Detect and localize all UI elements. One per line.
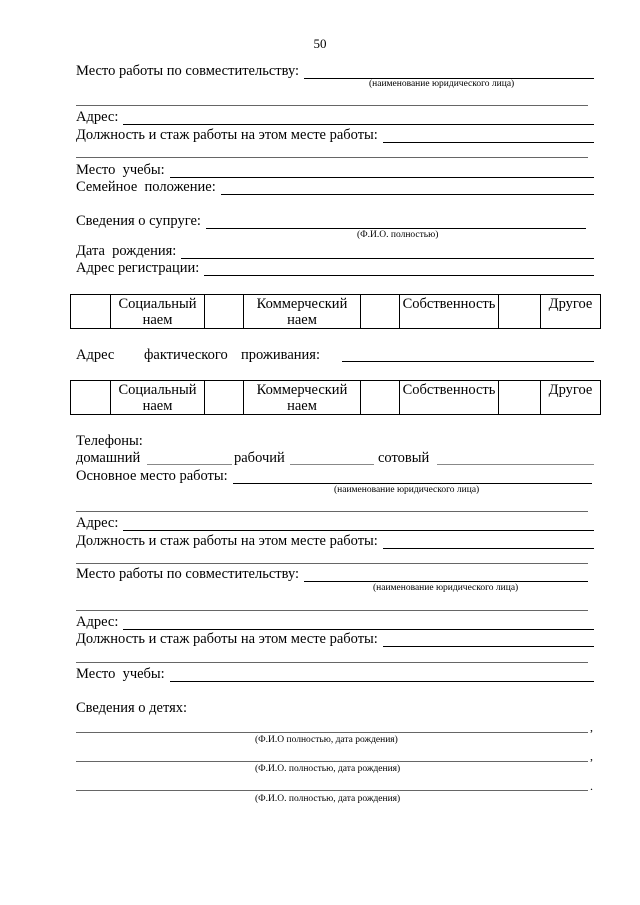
- secondary-job-label: Место работы по совместительству:: [76, 63, 300, 79]
- child-1-field[interactable]: [76, 732, 588, 733]
- phone-mobile-field[interactable]: [437, 464, 594, 465]
- housing-checkbox-commercial[interactable]: [205, 295, 244, 329]
- child-3-period: .: [590, 779, 593, 793]
- housing2-checkbox-property[interactable]: [361, 381, 400, 415]
- position-field-3[interactable]: [383, 633, 594, 647]
- housing2-checkbox-commercial[interactable]: [205, 381, 244, 415]
- child-2-hint: (Ф.И.О. полностью, дата рождения): [255, 764, 401, 774]
- study-row-1: [76, 162, 594, 178]
- housing2-label-other: Другое: [541, 381, 601, 415]
- address-field[interactable]: [123, 111, 594, 125]
- birth-date-row: [76, 243, 594, 259]
- child-3-field[interactable]: [76, 790, 588, 791]
- marital-field[interactable]: [221, 181, 594, 195]
- secondary-job-label-2: Место работы по совместительству:: [76, 566, 300, 582]
- housing-checkbox-social[interactable]: [71, 295, 111, 329]
- position-label-3: Должность и стаж работы на этом месте работы:: [76, 631, 378, 647]
- address-field-3[interactable]: [123, 616, 594, 630]
- marital-row: [76, 179, 594, 195]
- child-2-field[interactable]: [76, 761, 588, 762]
- spouse-label: Сведения о супруге:: [76, 213, 201, 229]
- actual-address-word-1: Адрес: [76, 347, 115, 363]
- address-field-2[interactable]: [123, 517, 594, 531]
- housing-label-other: Другое: [541, 295, 601, 329]
- position-field-2[interactable]: [383, 535, 594, 549]
- child-3-hint: (Ф.И.О. полностью, дата рождения): [255, 794, 401, 804]
- position-extra-line-3[interactable]: [76, 662, 588, 663]
- position-extra-line-2[interactable]: [76, 563, 588, 564]
- registration-label: Адрес регистрации:: [76, 260, 200, 276]
- study-label: Место учебы:: [76, 162, 165, 178]
- secondary-job-field-2[interactable]: [304, 568, 588, 582]
- phone-work-field[interactable]: [290, 464, 374, 465]
- child-1-hint: (Ф.И.О полностью, дата рождения): [255, 735, 398, 745]
- registration-row: [76, 260, 594, 276]
- secondary-job-field[interactable]: [304, 65, 594, 79]
- actual-address-row: [76, 347, 596, 363]
- housing2-label-commercial: Коммерческий наем: [244, 381, 361, 415]
- housing2-label-property: Собственность: [400, 381, 499, 415]
- housing2-label-social: Социальный наем: [111, 381, 205, 415]
- phone-work-label: рабочий: [234, 450, 285, 466]
- main-job-hint: (наименование юридического лица): [334, 485, 480, 495]
- actual-housing-table: [70, 380, 601, 415]
- child-1-comma: ,: [590, 720, 593, 734]
- position-row-1: [76, 127, 594, 143]
- housing-checkbox-other[interactable]: [499, 295, 541, 329]
- position-row-3: [76, 631, 594, 647]
- address-label: Адрес:: [76, 109, 119, 125]
- phones-row: [76, 450, 596, 466]
- spouse-field[interactable]: [206, 215, 586, 229]
- phone-home-label: домашний: [76, 450, 141, 466]
- secondary-job-extra-line[interactable]: [76, 105, 588, 106]
- phone-home-field[interactable]: [147, 464, 232, 465]
- main-job-field[interactable]: [233, 470, 592, 484]
- address-row-1: [76, 109, 594, 125]
- actual-address-word-3: проживания:: [241, 347, 320, 363]
- housing-label-commercial: Коммерческий наем: [244, 295, 361, 329]
- marital-label: Семейное положение:: [76, 179, 216, 195]
- address-label-3: Адрес:: [76, 614, 119, 630]
- secondary-job-row: [76, 63, 594, 79]
- secondary-job-extra-line-2[interactable]: [76, 610, 588, 611]
- address-label-2: Адрес:: [76, 515, 119, 531]
- address-row-2: [76, 515, 594, 531]
- phone-mobile-label: сотовый: [378, 450, 430, 466]
- housing2-checkbox-social[interactable]: [71, 381, 111, 415]
- birth-date-label: Дата рождения:: [76, 243, 177, 259]
- secondary-job-row-2: [76, 566, 588, 582]
- position-label-2: Должность и стаж работы на этом месте работы:: [76, 533, 378, 549]
- page-number: 50: [313, 36, 327, 51]
- main-job-extra-line[interactable]: [76, 511, 588, 512]
- actual-address-word-2: фактического: [144, 347, 228, 363]
- housing2-checkbox-other[interactable]: [499, 381, 541, 415]
- address-row-3: [76, 614, 594, 630]
- full-name-hint: (Ф.И.О. полностью): [357, 230, 439, 240]
- phones-label: Телефоны:: [76, 433, 143, 449]
- housing-checkbox-property[interactable]: [361, 295, 400, 329]
- legal-entity-hint: (наименование юридического лица): [369, 79, 515, 89]
- spouse-row: [76, 213, 586, 229]
- study-label-2: Место учебы:: [76, 666, 165, 682]
- registration-field[interactable]: [204, 262, 594, 276]
- position-field[interactable]: [383, 129, 594, 143]
- position-row-2: [76, 533, 594, 549]
- study-row-2: [76, 666, 594, 682]
- main-job-label: Основное место работы:: [76, 468, 228, 484]
- main-job-row: [76, 468, 592, 484]
- actual-address-field[interactable]: [342, 361, 594, 362]
- child-2-comma: ,: [590, 749, 593, 763]
- position-extra-line[interactable]: [76, 157, 588, 158]
- legal-entity-hint-2: (наименование юридического лица): [373, 583, 519, 593]
- study-field[interactable]: [170, 164, 594, 178]
- birth-date-field[interactable]: [181, 245, 594, 259]
- children-label: Сведения о детях:: [76, 700, 188, 716]
- study-field-2[interactable]: [170, 668, 594, 682]
- housing-label-social: Социальный наем: [111, 295, 205, 329]
- housing-label-property: Собственность: [400, 295, 499, 329]
- registration-housing-table: [70, 294, 601, 329]
- position-label: Должность и стаж работы на этом месте работы:: [76, 127, 378, 143]
